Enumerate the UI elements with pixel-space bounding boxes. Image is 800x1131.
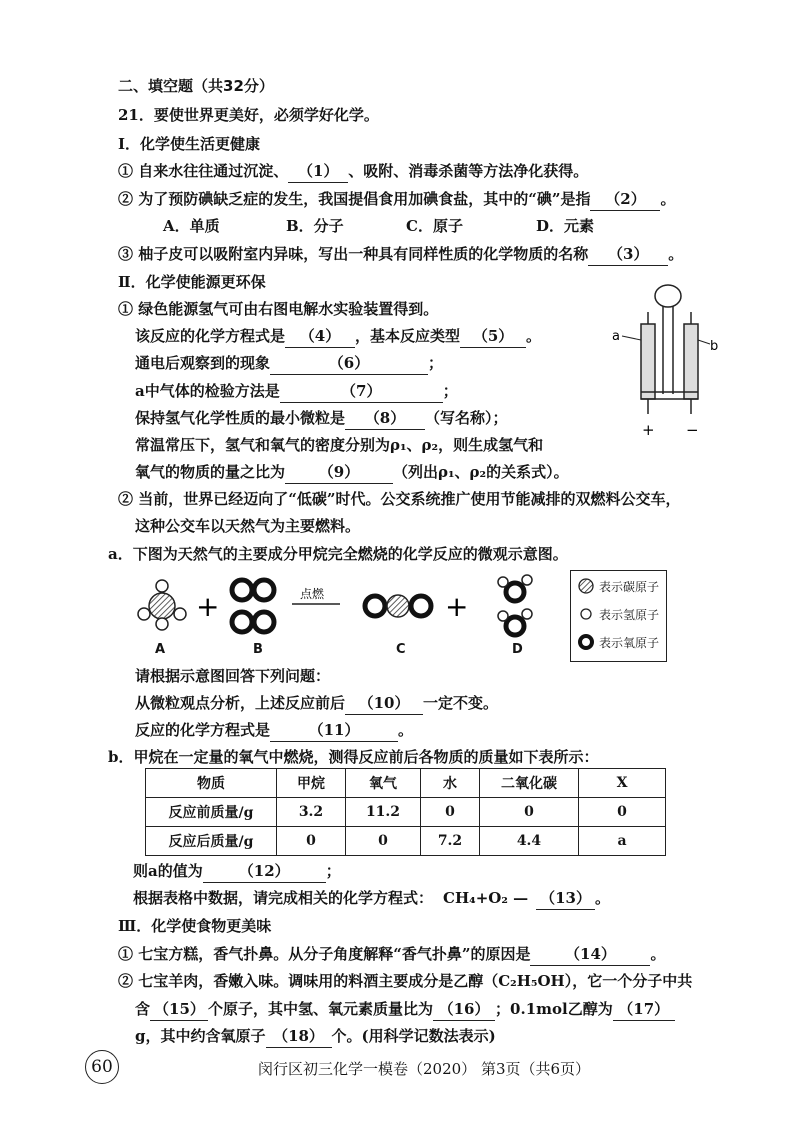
label-molecule-c: C bbox=[396, 642, 406, 657]
sub-a-line-11 bbox=[135, 719, 413, 742]
p2-line-2 bbox=[135, 325, 541, 348]
label-a: a bbox=[612, 329, 620, 344]
text: ，基本反应类型 bbox=[355, 327, 461, 345]
text: 根据表格中数据，请完成相关的化学方程式： bbox=[133, 889, 434, 907]
table-cell: a bbox=[579, 827, 666, 856]
blank-1[interactable]: （1） bbox=[288, 160, 348, 183]
table-header-row bbox=[146, 769, 666, 798]
table-cell: 0 bbox=[346, 827, 421, 856]
p2-line-8: ② 当前，世界已经迈向了“低碳”时代。公交系统推广使用节能减排的双燃料公交车， bbox=[118, 490, 681, 508]
blank-10[interactable]: （10） bbox=[345, 692, 423, 715]
sub-a-intro: 请根据示意图回答下列问题： bbox=[135, 667, 331, 685]
table-header-cell: X bbox=[579, 769, 666, 798]
label-molecule-a: A bbox=[155, 642, 166, 657]
electrolysis-apparatus-diagram bbox=[610, 282, 720, 442]
text: 氧气的物质的量之比为 bbox=[135, 463, 286, 481]
blank-12[interactable]: （12） bbox=[203, 860, 326, 883]
blank-13[interactable]: （13） bbox=[536, 887, 595, 910]
text: 个原子，其中氢、氧元素质量比为 bbox=[208, 1000, 434, 1018]
p3-line-17 bbox=[135, 1025, 496, 1048]
blank-5[interactable]: （5） bbox=[460, 325, 526, 348]
blank-4[interactable]: （4） bbox=[285, 325, 355, 348]
legend-oxygen bbox=[577, 633, 659, 651]
blank-18[interactable]: （18） bbox=[266, 1025, 332, 1048]
table-cell: 反应后质量/g bbox=[146, 827, 277, 856]
blank-16[interactable]: （16） bbox=[433, 998, 495, 1021]
option-a[interactable]: A．单质 bbox=[163, 217, 220, 235]
p2-line-7 bbox=[135, 461, 569, 484]
text: 。 bbox=[526, 327, 542, 345]
molecule-d bbox=[498, 575, 532, 635]
part2-title: Ⅱ．化学使能源更环保 bbox=[118, 273, 266, 291]
text: （列出ρ₁、ρ₂的关系式）。 bbox=[393, 463, 569, 481]
p2-line-1: ① 绿色能源氢气可由右图电解水实验装置得到。 bbox=[118, 300, 439, 318]
table-cell: 0 bbox=[579, 798, 666, 827]
blank-15[interactable]: （15） bbox=[150, 998, 208, 1021]
blank-6[interactable]: （6） bbox=[270, 352, 428, 375]
mass-table bbox=[145, 768, 666, 856]
blank-8[interactable]: （8） bbox=[345, 407, 425, 430]
sub-a-title: a．下图为天然气的主要成分甲烷完全燃烧的化学反应的微观示意图。 bbox=[108, 545, 568, 563]
sub-b-line-12 bbox=[133, 860, 341, 883]
p2-line-9: 这种公交车以天然气为主要燃料。 bbox=[135, 517, 361, 535]
text: 。 bbox=[668, 245, 684, 263]
q-line-1 bbox=[118, 160, 588, 183]
table-header-cell: 水 bbox=[421, 769, 480, 798]
legend-carbon bbox=[577, 577, 659, 595]
text: 。 bbox=[660, 190, 676, 208]
label-plus: + bbox=[642, 421, 655, 439]
option-b[interactable]: B．分子 bbox=[286, 217, 344, 235]
part1-title: Ⅰ．化学使生活更健康 bbox=[118, 135, 261, 153]
table-cell: 7.2 bbox=[421, 827, 480, 856]
carbon-atom-icon bbox=[577, 577, 595, 595]
option-c[interactable]: C．原子 bbox=[406, 217, 463, 235]
blank-11[interactable]: （11） bbox=[270, 719, 398, 742]
text: ③ 柚子皮可以吸附室内异味，写出一种具有同样性质的化学物质的名称 bbox=[118, 245, 589, 263]
text: 一定不变。 bbox=[423, 694, 499, 712]
reaction-diagram bbox=[130, 572, 570, 657]
text: 。 bbox=[650, 945, 666, 963]
blank-7[interactable]: （7） bbox=[280, 380, 443, 403]
legend-hydrogen bbox=[577, 605, 659, 623]
equation: CH₄+O₂ — bbox=[443, 889, 529, 907]
text: ； bbox=[325, 862, 341, 880]
text: g，其中约含氧原子 bbox=[135, 1027, 266, 1045]
text: ① 自来水往往通过沉淀、 bbox=[118, 162, 289, 180]
page-footer: 闵行区初三化学一模卷（2020） 第3页（共6页） bbox=[258, 1060, 591, 1078]
text: 保持氢气化学性质的最小微粒是 bbox=[135, 409, 346, 427]
table-header-cell: 甲烷 bbox=[277, 769, 346, 798]
part3-title: Ⅲ．化学使食物更美味 bbox=[118, 917, 272, 935]
text: 从微粒观点分析，上述反应前后 bbox=[135, 694, 346, 712]
option-d[interactable]: D．元素 bbox=[536, 217, 595, 235]
legend-text: 表示氧原子 bbox=[599, 635, 660, 650]
atom-legend bbox=[570, 570, 667, 662]
label-molecule-d: D bbox=[512, 642, 523, 657]
sub-a-line-10 bbox=[135, 692, 498, 715]
text: 该反应的化学方程式是 bbox=[135, 327, 286, 345]
plus-sign-2: + bbox=[445, 590, 469, 623]
q-line-2 bbox=[118, 188, 676, 211]
q-line-3 bbox=[118, 243, 683, 266]
blank-17[interactable]: （17） bbox=[613, 998, 675, 1021]
text: ② 为了预防碘缺乏症的发生，我国提倡食用加碘食盐，其中的“碘”是指 bbox=[118, 190, 591, 208]
blank-14[interactable]: （14） bbox=[530, 943, 650, 966]
section-title: 二、填空题（共32分） bbox=[118, 77, 274, 95]
table-header-cell: 氧气 bbox=[346, 769, 421, 798]
table-cell: 0 bbox=[480, 798, 579, 827]
question-21: 21．要使世界更美好，必须学好化学。 bbox=[118, 106, 379, 124]
p2-line-4 bbox=[135, 380, 458, 403]
blank-9[interactable]: （9） bbox=[285, 461, 393, 484]
text: ① 七宝方糕，香气扑鼻。从分子角度解释“香气扑鼻”的原因是 bbox=[118, 945, 531, 963]
blank-3[interactable]: （3） bbox=[588, 243, 668, 266]
p2-line-3 bbox=[135, 352, 443, 375]
page-number-badge: 60 bbox=[85, 1050, 119, 1084]
p3-line-15: ② 七宝羊肉，香嫩入味。调味用的料酒主要成分是乙醇（C₂H₅OH），它一个分子中共 bbox=[118, 972, 693, 990]
legend-text: 表示氢原子 bbox=[599, 607, 660, 622]
table-cell: 4.4 bbox=[480, 827, 579, 856]
sub-b-line-13 bbox=[133, 887, 610, 910]
table-header-cell: 二氧化碳 bbox=[480, 769, 579, 798]
table-cell: 0 bbox=[277, 827, 346, 856]
options-row bbox=[163, 215, 594, 237]
molecule-a bbox=[138, 580, 186, 630]
table-cell: 反应前质量/g bbox=[146, 798, 277, 827]
molecule-c bbox=[365, 595, 431, 617]
condition-label: 点燃 bbox=[300, 587, 325, 601]
text: 。 bbox=[595, 889, 611, 907]
text: 含 bbox=[135, 1000, 151, 1018]
legend-text: 表示碳原子 bbox=[599, 579, 660, 594]
label-minus: − bbox=[686, 421, 699, 439]
text: 个。(用科学记数法表示) bbox=[331, 1027, 496, 1045]
text: ；0.1mol乙醇为 bbox=[495, 1000, 613, 1018]
p3-line-14 bbox=[118, 943, 666, 966]
text: a中气体的检验方法是 bbox=[135, 382, 280, 400]
table-cell: 11.2 bbox=[346, 798, 421, 827]
text: （写名称）； bbox=[425, 409, 508, 427]
blank-2[interactable]: （2） bbox=[590, 188, 660, 211]
hydrogen-atom-icon bbox=[577, 605, 595, 623]
plus-sign-1: + bbox=[196, 590, 220, 623]
molecule-b bbox=[232, 580, 274, 632]
table-row bbox=[146, 798, 666, 827]
table-cell: 3.2 bbox=[277, 798, 346, 827]
text: 则a的值为 bbox=[133, 862, 203, 880]
text: 通电后观察到的现象 bbox=[135, 354, 271, 372]
p2-line-5 bbox=[135, 407, 508, 430]
table-cell: 0 bbox=[421, 798, 480, 827]
text: 反应的化学方程式是 bbox=[135, 721, 271, 739]
table-header-cell: 物质 bbox=[146, 769, 277, 798]
label-b: b bbox=[710, 339, 719, 354]
table-row bbox=[146, 827, 666, 856]
text: ； bbox=[428, 354, 444, 372]
oxygen-atom-icon bbox=[577, 633, 595, 651]
text: ； bbox=[442, 382, 458, 400]
sub-b-title: b．甲烷在一定量的氧气中燃烧，测得反应前后各物质的质量如下表所示： bbox=[108, 748, 599, 766]
p3-line-16 bbox=[135, 998, 675, 1021]
text: 。 bbox=[398, 721, 414, 739]
p2-line-6: 常温常压下，氢气和氧气的密度分别为ρ₁、ρ₂，则生成氢气和 bbox=[135, 436, 544, 454]
text: 、吸附、消毒杀菌等方法净化获得。 bbox=[348, 162, 589, 180]
label-molecule-b: B bbox=[253, 642, 263, 657]
